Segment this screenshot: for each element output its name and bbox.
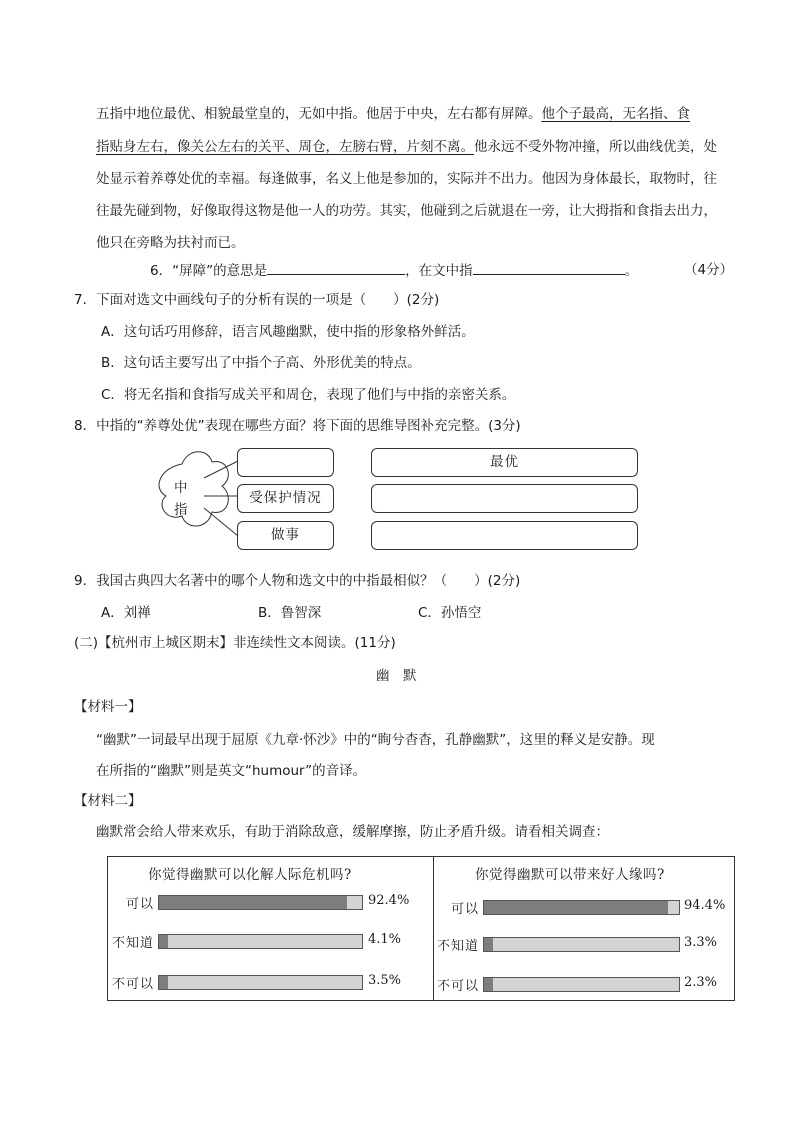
question-7-stem: 7．下面对选文中画线句子的分析有误的一项是（ ）(2分) — [74, 292, 440, 308]
question-6 — [150, 260, 638, 281]
mind-map-label-1[interactable] — [237, 448, 334, 477]
answer-blank[interactable] — [473, 260, 625, 275]
passage-line: 处显示着养尊处优的幸福。每逢做事，名义上他是参加的，实际并不出力。他因为身体最长，取物时，往 — [96, 171, 717, 187]
chart-bar-track — [483, 977, 680, 992]
article-title: 幽 默 — [376, 668, 417, 684]
question-9-stem: 9．我国古典四大名著中的哪个人物和选文中的中指最相似？（ ）(2分) — [74, 573, 521, 589]
passage-text: 他永远不受外物冲撞，所以曲线优美，处 — [474, 139, 717, 155]
chart-title: 你觉得幽默可以带来好人缘吗? — [475, 867, 665, 883]
survey-chart-table — [107, 856, 735, 1001]
chart-value-label: 2.3% — [684, 975, 718, 990]
chart-category-label: 可以 — [451, 902, 480, 917]
material-1-label: 【材料一】 — [74, 699, 142, 715]
underlined-sentence: 他个子最高，无名指、食 — [541, 106, 690, 122]
question-8-stem: 8．中指的“养尊处优”表现在哪些方面？将下面的思维导图补充完整。(3分) — [74, 418, 521, 434]
q6-end: 。 — [624, 263, 639, 279]
answer-blank[interactable] — [267, 260, 405, 275]
chart-value-label: 4.1% — [368, 932, 402, 947]
passage-line: 往最先碰到物，好像取得这物是他一人的功劳。其实，他碰到之后就退在一旁，让大拇指和食指去出力， — [96, 203, 717, 219]
q7-option-c[interactable]: C．将无名指和食指写成关平和周仓，表现了他们与中指的亲密关系。 — [101, 387, 516, 403]
q7-option-a[interactable]: A．这句话巧用修辞，语言风趣幽默，使中指的形象格外鲜活。 — [101, 324, 475, 340]
q7-option-b[interactable]: B．这句话主要写出了中指个子高、外形优美的特点。 — [101, 355, 421, 371]
chart-bar-track — [158, 975, 363, 990]
chart-bar-track — [158, 934, 363, 949]
chart-value-label: 94.4% — [684, 898, 726, 913]
chart-value-label: 92.4% — [368, 893, 410, 908]
chart-divider — [433, 857, 434, 1000]
chart-bar — [159, 935, 168, 948]
q6-prompt: ，在文中指 — [405, 263, 473, 279]
chart-title: 你觉得幽默可以化解人际危机吗? — [148, 867, 352, 883]
passage-line — [96, 131, 718, 164]
chart-bar — [484, 938, 493, 951]
chart-bar-track — [483, 937, 680, 952]
material-2-label: 【材料二】 — [74, 793, 142, 809]
passage-text: 五指中地位最优、相貌最堂皇的，无如中指。他居于中央，左右都有屏障。 — [96, 106, 542, 122]
section-heading: (二)【杭州市上城区期末】非连续性文本阅读。(11分) — [74, 635, 396, 651]
chart-category-label: 不知道 — [437, 939, 480, 954]
chart-category-label: 不可以 — [112, 977, 155, 992]
chart-bar — [484, 901, 668, 914]
mind-map-center-char: 指 — [174, 502, 188, 518]
mind-map-value-3[interactable] — [371, 521, 638, 550]
chart-value-label: 3.3% — [684, 935, 718, 950]
chart-bar-track — [158, 895, 363, 910]
chart-value-label: 3.5% — [368, 973, 402, 988]
underlined-sentence: 指贴身左右，像关公左右的关平、周仓，左膀右臂，片刻不离。 — [96, 139, 474, 155]
chart-bar-track — [483, 900, 680, 915]
chart-bar — [159, 896, 347, 909]
q9-option-c[interactable]: C．孙悟空 — [418, 605, 482, 621]
q6-score: （4分） — [684, 262, 734, 278]
material-1-text: 在所指的“幽默”则是英文“humour”的音译。 — [96, 763, 367, 779]
material-1-text: “幽默”一词最早出现于屈原《九章·怀沙》中的“眴兮杳杳，孔静幽默”，这里的释义是安静。现 — [96, 732, 655, 748]
passage-line — [96, 98, 718, 131]
chart-bar — [159, 976, 168, 989]
mind-map-value-2[interactable] — [371, 484, 638, 513]
q9-option-b[interactable]: B．鲁智深 — [258, 605, 322, 621]
material-2-text: 幽默常会给人带来欢乐，有助于消除敌意，缓解摩擦，防止矛盾升级。请看相关调查： — [96, 824, 609, 840]
mind-map-center-char: 中 — [174, 480, 188, 496]
mind-map-label-2: 受保护情况 — [237, 484, 334, 513]
mind-map-connectors — [148, 444, 248, 556]
q9-option-a[interactable]: A．刘禅 — [101, 605, 151, 621]
chart-category-label: 可以 — [126, 897, 155, 912]
q6-prompt: 6．“屏障”的意思是 — [150, 263, 268, 279]
chart-category-label: 不可以 — [437, 979, 480, 994]
mind-map-value-1[interactable]: 最优 — [371, 448, 638, 477]
passage-line: 他只在旁略为扶衬而已。 — [96, 235, 245, 251]
chart-category-label: 不知道 — [112, 936, 155, 951]
cloud-shape — [159, 452, 228, 526]
mind-map-label-3: 做事 — [237, 521, 334, 550]
chart-bar — [484, 978, 493, 991]
